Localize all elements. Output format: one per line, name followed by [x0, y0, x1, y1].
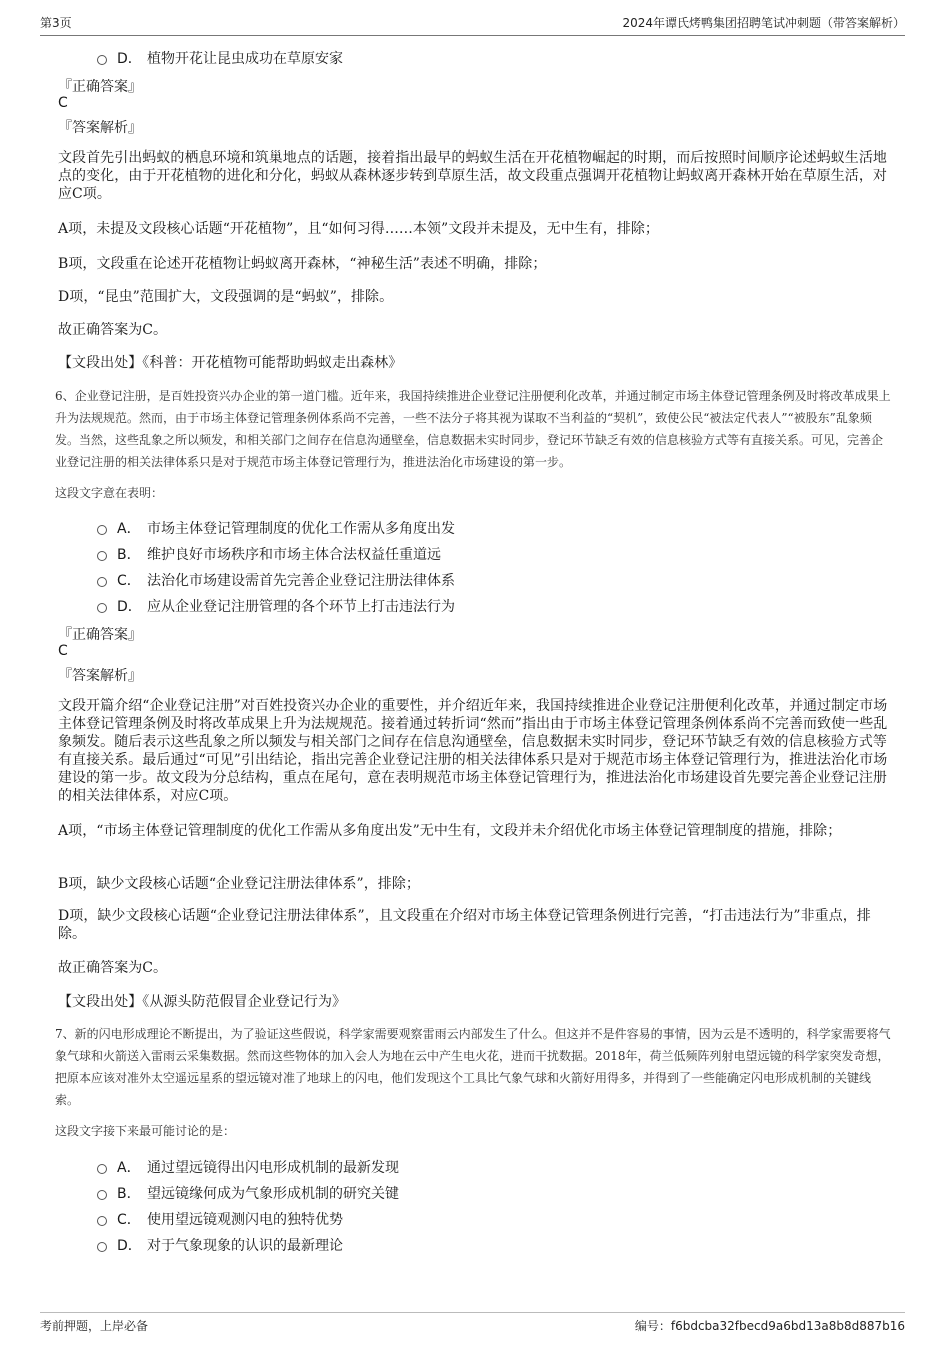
analysis-paragraph: 故正确答案为C。: [58, 960, 168, 976]
analysis-paragraph: A项，未提及文段核心话题“开花植物”，且“如何习得……本领”文段并未提及，无中生有，排除；: [58, 221, 659, 237]
document-title: 2024年谭氏烤鸭集团招聘笔试冲刺题（带答案解析）: [622, 16, 905, 30]
analysis-label: 『答案解析』: [58, 120, 142, 136]
q7-option-c[interactable]: C． 使用望远镜观测闪电的独特优势: [97, 1209, 343, 1229]
code-value: f6bdcba32fbecd9a6bd13a8b8d887b16: [670, 1319, 905, 1333]
q6-option-d[interactable]: D． 应从企业登记注册管理的各个环节上打击违法行为: [97, 596, 455, 616]
radio-icon[interactable]: [97, 55, 107, 65]
q7-option-a[interactable]: A． 通过望远镜得出闪电形成机制的最新发现: [97, 1157, 399, 1177]
radio-icon[interactable]: [97, 1216, 107, 1226]
document-code: [635, 1317, 905, 1334]
q6-option-b[interactable]: B． 维护良好市场秩序和市场主体合法权益任重道远: [97, 544, 441, 564]
analysis-paragraph: D项，缺少文段核心话题“企业登记注册法律体系”，且文段重在介绍对市场主体登记管理条例进行完善，“打击违法行为”非重点，排除。: [58, 908, 871, 942]
code-label: 编号：: [634, 1319, 671, 1333]
question-6-text: 6、企业登记注册，是百姓投资兴办企业的第一道门槛。近年来，我国持续推进企业登记注册便利化改革，并通过制定市场主体登记管理条例及时将改革成果上升为法规规范。然而，由于市场主体登记管理条例体系尚不完善，一些不法分子将其视为谋取不当利益的“契机”，致使公民“被法定代表人”“被股东”乱象频发。当然，这些乱象之所以频发，和相关部门之间存在信息沟通壁垒，信息数据未实时同步，登记环节缺乏有效的信息核验方式等有直接关系。可见，完善企业登记注册的相关法律体系只是对于规范市场主体登记管理行为，推进法治化市场建设的第一步。: [55, 389, 891, 469]
radio-icon[interactable]: [97, 1242, 107, 1252]
radio-icon[interactable]: [97, 603, 107, 613]
analysis-paragraph: A项，“市场主体登记管理制度的优化工作需从多角度出发”无中生有，文段并未介绍优化市场主体登记管理制度的措施，排除；: [58, 823, 842, 839]
page-footer: [40, 1312, 905, 1334]
radio-icon[interactable]: [97, 525, 107, 535]
question-7-text: 7、新的闪电形成理论不断提出，为了验证这些假说，科学家需要观察雷雨云内部发生了什么。但这并不是件容易的事情，因为云是不透明的，科学家需要将气象气球和火箭送入雷雨云采集数据。然而这些物体的加入会人为地在云中产生电火花，进而干扰数据。2018年，荷兰低频阵列射电望远镜的科学家突发奇想，把原本应该对准外太空遥远星系的望远镜对准了地球上的闪电，他们发现这个工具比气象气球和火箭好用得多，并得到了一些能确定闪电形成机制的关键线索。: [55, 1027, 891, 1107]
analysis-paragraph: 文段首先引出蚂蚁的栖息环境和筑巢地点的话题，接着指出最早的蚂蚁生活在开花植物崛起的时期，而后按照时间顺序论述蚂蚁生活地点的变化，由于开花植物的进化和分化，蚂蚁从森林逐步转到草原生活，故文段重点强调开花植物让蚂蚁离开森林开始在草原生活，对应C项。: [58, 150, 887, 202]
analysis-label: 『答案解析』: [58, 668, 142, 684]
answer-value: C: [58, 643, 68, 659]
radio-icon[interactable]: [97, 1190, 107, 1200]
analysis-paragraph: D项，“昆虫”范围扩大，文段强调的是“蚂蚁”，排除。: [58, 289, 394, 305]
q6-option-a[interactable]: A． 市场主体登记管理制度的优化工作需从多角度出发: [97, 518, 455, 538]
analysis-paragraph: 文段开篇介绍“企业登记注册”对百姓投资兴办企业的重要性，并介绍近年来，我国持续推进企业登记注册便利化改革，并通过制定市场主体登记管理条例及时将改革成果上升为法规规范。接着通过转折词“然而”指出由于市场主体登记管理条例体系尚不完善而致使一些乱象频发。随后表示这些乱象之所以频发与相关部门之间存在信息沟通壁垒，信息数据未实时同步，登记环节缺乏有效的信息核验方式等有直接关系。最后通过“可见”引出结论，指出完善企业登记注册的相关法律体系只是对于规范市场主体登记管理行为，推进法治化市场建设的第一步。故文段为分总结构，重点在尾句，意在表明规范市场主体登记管理行为，推进法治化市场建设首先要完善企业登记注册的相关法律体系，对应C项。: [58, 698, 888, 804]
analysis-paragraph: B项，文段重在论述开花植物让蚂蚁离开森林，“神秘生活”表述不明确，排除；: [58, 256, 547, 272]
radio-icon[interactable]: [97, 577, 107, 587]
radio-icon[interactable]: [97, 1164, 107, 1174]
question-6-prompt: 这段文字意在表明：: [55, 486, 164, 500]
radio-icon[interactable]: [97, 551, 107, 561]
page-number: 第3页: [40, 16, 72, 30]
answer-label: 『正确答案』: [58, 79, 142, 95]
page-header: [40, 14, 905, 36]
q6-option-c[interactable]: C． 法治化市场建设需首先完善企业登记注册法律体系: [97, 570, 455, 590]
footer-slogan: 考前押题，上岸必备: [40, 1319, 149, 1333]
answer-label: 『正确答案』: [58, 627, 142, 643]
source-citation: 【文段出处】《从源头防范假冒企业登记行为》: [58, 994, 347, 1010]
source-citation: 【文段出处】《科普：开花植物可能帮助蚂蚁走出森林》: [58, 355, 403, 371]
analysis-paragraph: B项，缺少文段核心话题“企业登记注册法律体系”，排除；: [58, 876, 420, 892]
q5-option-d[interactable]: D． 植物开花让昆虫成功在草原安家: [97, 48, 343, 68]
analysis-paragraph: 故正确答案为C。: [58, 322, 168, 338]
q7-option-b[interactable]: B． 望远镜缘何成为气象形成机制的研究关键: [97, 1183, 399, 1203]
answer-value: C: [58, 95, 68, 111]
q7-option-d[interactable]: D． 对于气象现象的认识的最新理论: [97, 1235, 343, 1255]
question-7-prompt: 这段文字接下来最可能讨论的是：: [55, 1124, 236, 1138]
